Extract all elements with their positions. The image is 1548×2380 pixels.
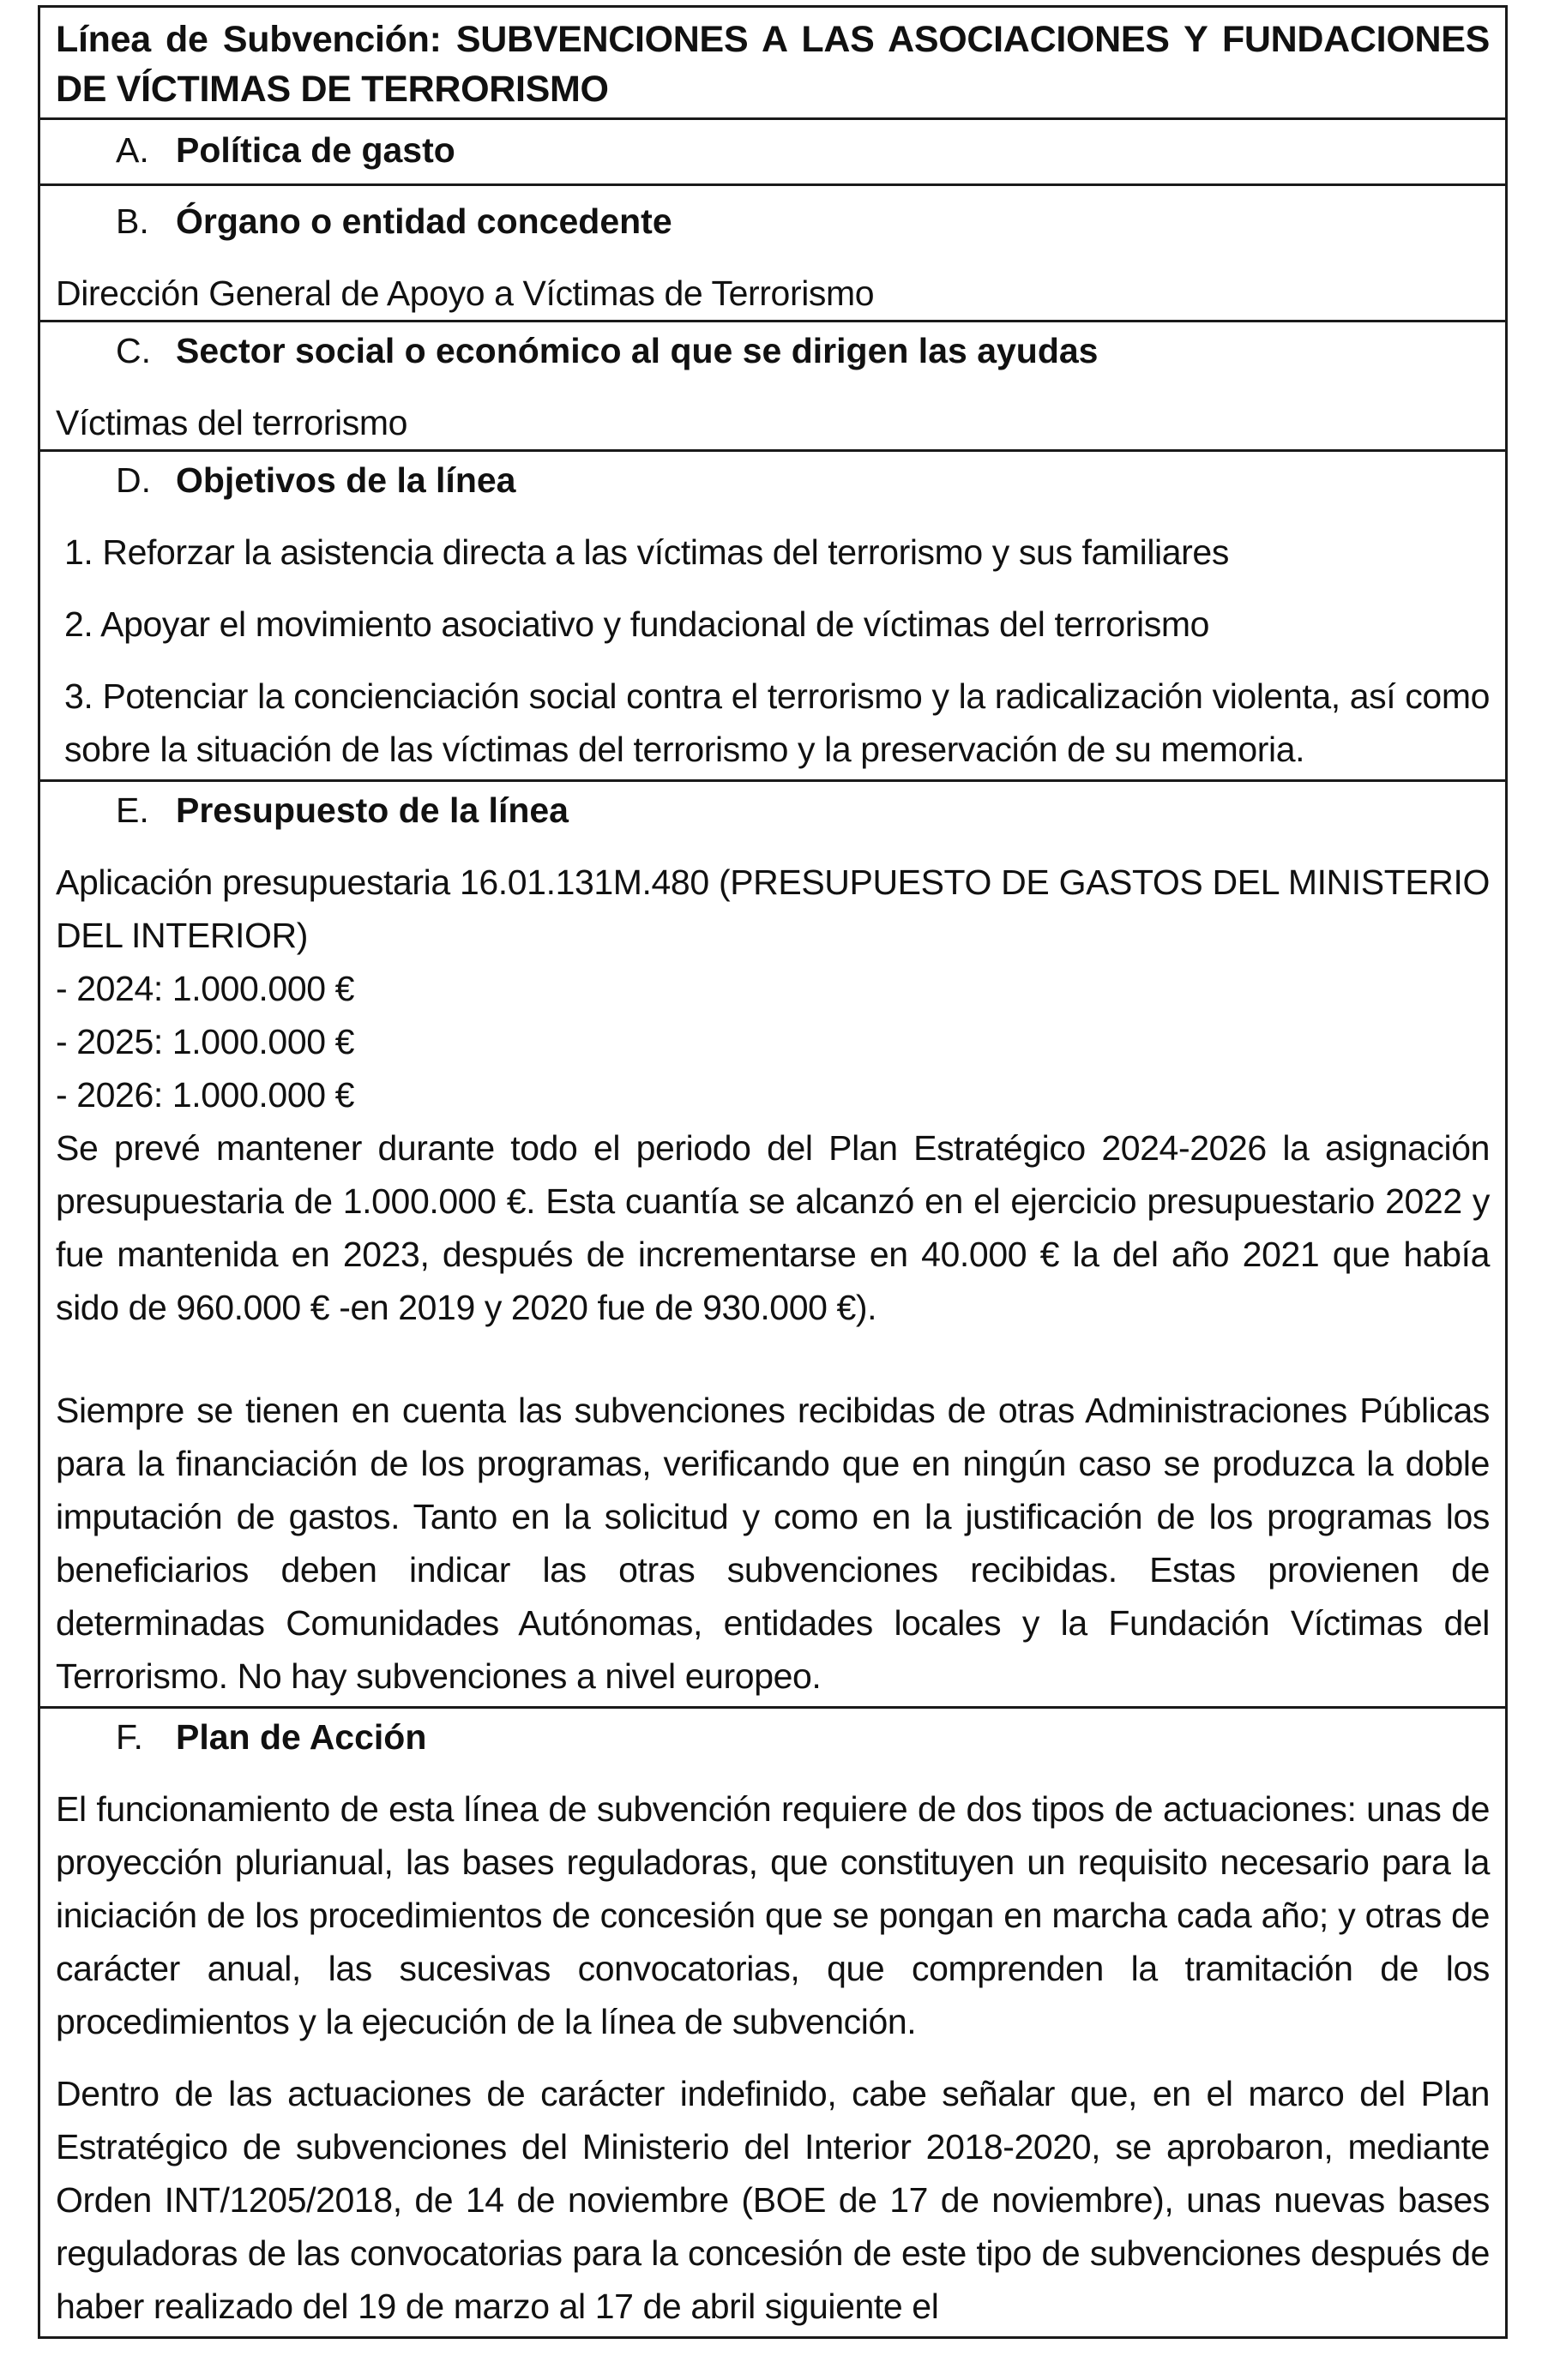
section-f xyxy=(40,1709,1505,2336)
action-plan-paragraph-1: El funcionamiento de esta línea de subvención requiere de dos tipos de actuaciones: unas de proyección plurianual, las bases reguladoras, que constituyen un requisito necesario para la iniciación de los procedimientos de concesión que se pongan en marcha cada año; y otras de carácter anual, las sucesivas convocatorias, que comprenden la tramitación de los procedimientos y la ejecución de la línea de subvención. xyxy=(56,1789,1490,2041)
section-a-label: Política de gasto xyxy=(176,130,455,170)
section-c-label: Sector social o económico al que se dirigen las ayudas xyxy=(176,331,1099,370)
objective-item: 2. Apoyar el movimiento asociativo y fundacional de víctimas del terrorismo xyxy=(64,604,1210,644)
objective-item: 1. Reforzar la asistencia directa a las víctimas del terrorismo y sus familiares xyxy=(64,532,1229,572)
section-d-letter: D. xyxy=(116,460,151,500)
section-c-letter: C. xyxy=(116,331,151,370)
budget-year-2026: - 2026: 1.000.000 € xyxy=(56,1075,355,1115)
section-b-heading xyxy=(56,186,1490,248)
section-d xyxy=(40,452,1505,782)
section-e-heading xyxy=(56,782,1490,837)
action-plan-paragraph-2: Dentro de las actuaciones de carácter indefinido, cabe señalar que, en el marco del Plan Estratégico de subvenciones del Ministerio del Interior 2018-2020, se aprobaron, mediante Orden INT/1205/2018, de 14 de noviembre (BOE de 17 de noviembre), unas nuevas bases reguladoras de las convocatorias para la concesión de este tipo de subvenciones después de haber realizado del 19 de marzo al 17 de abril siguiente el xyxy=(56,2074,1490,2326)
section-e xyxy=(40,782,1505,1709)
section-e-label: Presupuesto de la línea xyxy=(176,790,569,830)
section-b-text: Dirección General de Apoyo a Víctimas de Terrorismo xyxy=(56,273,875,313)
subsidy-line-table xyxy=(38,5,1508,2339)
table-title: Línea de Subvención: SUBVENCIONES A LAS ASOCIACIONES Y FUNDACIONES DE VÍCTIMAS DE TERRORISMO xyxy=(40,8,1505,120)
section-d-heading xyxy=(56,452,1490,507)
section-c-heading xyxy=(56,322,1490,377)
budget-paragraph-2: Siempre se tienen en cuenta las subvenciones recibidas de otras Administraciones Públicas para la financiación de los programas, verificando que en ningún caso se produzca la doble imputación de gastos. Tanto en la solicitud y como en la justificación de los programas los beneficiarios deben indicar las otras subvenciones recibidas. Estas provienen de determinadas Comunidades Autónomas, entidades locales y la Fundación Víctimas del Terrorismo. No hay subvenciones a nivel europeo. xyxy=(56,1391,1490,1696)
section-f-letter: F. xyxy=(116,1717,143,1757)
section-c xyxy=(40,322,1505,452)
section-f-label: Plan de Acción xyxy=(176,1717,427,1757)
section-c-text: Víctimas del terrorismo xyxy=(56,403,408,442)
objective-item: 3. Potenciar la concienciación social contra el terrorismo y la radicalización violenta, así como sobre la situación de las víctimas del terrorismo y la preservación de su memoria. xyxy=(64,676,1490,769)
section-f-heading xyxy=(56,1709,1490,1764)
section-a xyxy=(40,120,1505,186)
section-b-letter: B. xyxy=(116,201,149,241)
budget-application: Aplicación presupuestaria 16.01.131M.480 (PRESUPUESTO DE GASTOS DEL MINISTERIO DEL INTERIOR) xyxy=(56,862,1490,955)
budget-paragraph-1: Se prevé mantener durante todo el periodo del Plan Estratégico 2024-2026 la asignación presupuestaria de 1.000.000 €. Esta cuantía se alcanzó en el ejercicio presupuestario 2022 y fue mantenida en 2023, después de incrementarse en 40.000 € la del año 2021 que había sido de 960.000 € -en 2019 y 2020 fue de 930.000 €). xyxy=(56,1128,1490,1327)
section-e-letter: E. xyxy=(116,790,149,830)
section-d-label: Objetivos de la línea xyxy=(176,460,516,500)
section-a-letter: A. xyxy=(116,130,149,170)
section-a-heading xyxy=(56,120,1490,177)
section-b-label: Órgano o entidad concedente xyxy=(176,201,672,241)
budget-year-2025: - 2025: 1.000.000 € xyxy=(56,1022,355,1061)
section-b xyxy=(40,186,1505,322)
budget-year-2024: - 2024: 1.000.000 € xyxy=(56,969,355,1008)
